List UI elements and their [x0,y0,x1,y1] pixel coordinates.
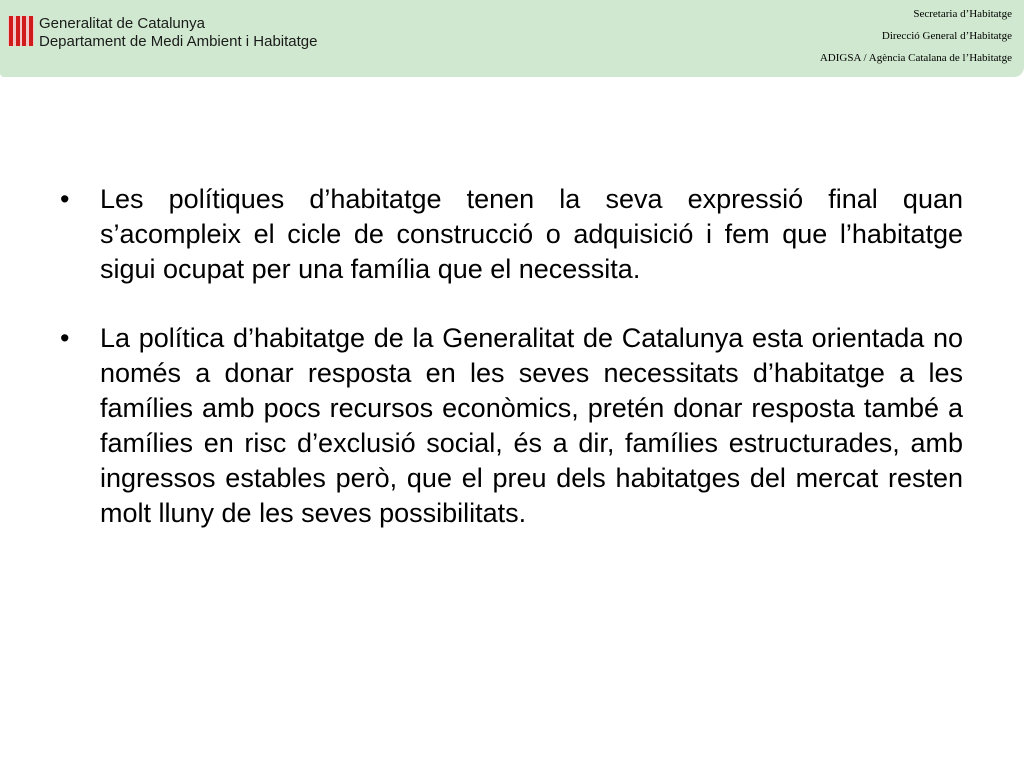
flag-stripe [16,16,20,46]
bullet-marker: • [60,184,70,214]
bullet-text: La política d’habitatge de la Generalitat de Catalunya esta orientada no només a donar resposta en les seves necessitats d’habitatge a les famílies amb pocs recursos econòmics, pretén donar resposta també a famílies en risc d’exclusió social, és a dir, famílies estructurades, amb ingressos estables però, que el preu dels habitatges del mercat resten molt lluny de les seves possibilitats. [100,323,963,528]
dept-line-adigsa: ADIGSA / Agència Catalana de l’Habitatge [819,52,1012,64]
flag-stripe [29,16,33,46]
dept-line-secretaria: Secretaria d’Habitatge [913,8,1012,20]
bullet-marker: • [60,323,70,353]
flag-stripe [22,16,26,46]
bullet-item [60,182,963,287]
dept-line-direccio: Direcció General d’Habitatge [881,30,1012,42]
slide-content [60,182,963,565]
org-line-generalitat: Generalitat de Catalunya [39,15,205,32]
bullet-item [60,321,963,531]
catalan-flag-icon [8,16,34,46]
header-banner [0,0,1024,77]
flag-stripe [9,16,13,46]
organization-name [39,15,318,51]
department-list [820,3,1012,69]
org-line-departament: Departament de Medi Ambient i Habitatge [39,33,318,50]
bullet-text: Les polítiques d’habitatge tenen la seva expressió final quan s’acompleix el cicle de construcció o adquisició i fem que l’habitatge sigui ocupat per una família que el necessita. [100,184,963,284]
